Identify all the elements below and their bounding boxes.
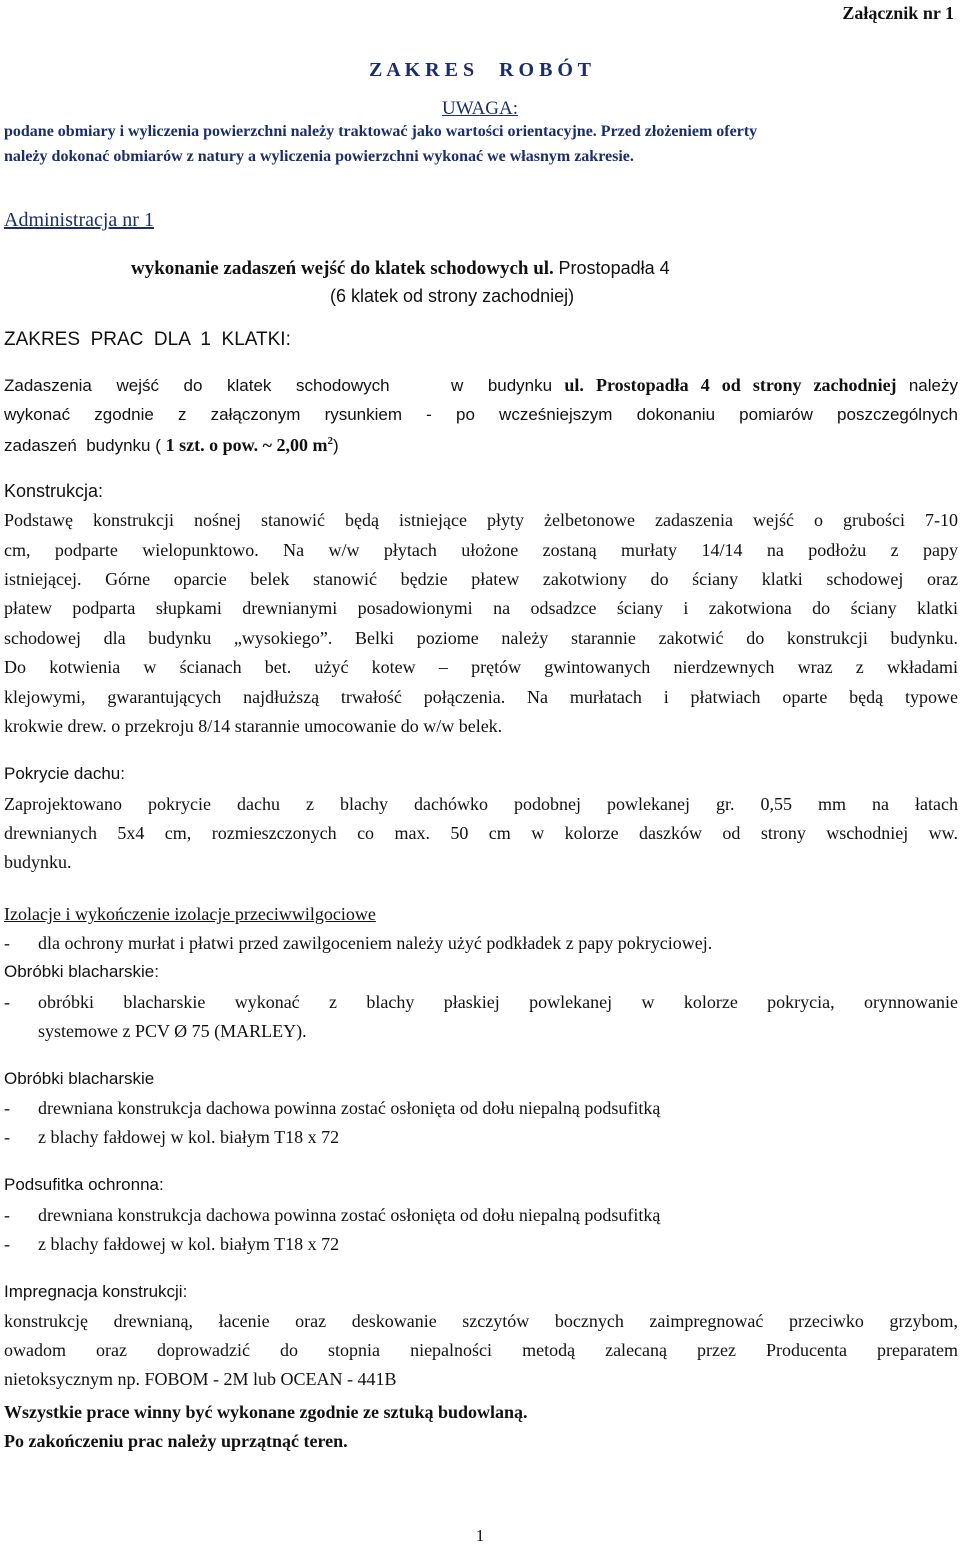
intro-line-3 [4, 434, 958, 457]
page-number: 1 [475, 1526, 485, 1545]
construction-line-1: Podstawę konstrukcji nośnej stanowić będą istniejące płyty żelbetonowe zadaszenia wejść o grubości 7-10 [4, 510, 958, 530]
document-title: Z A K R E S R O B Ó T [369, 59, 591, 81]
roofing-heading: Pokrycie dachu: [4, 764, 125, 783]
construction-line-6: Do kotwienia w ścianach bet. użyć kotew – prętów gwintowanych nierdzewnych wraz z wkładami [4, 657, 958, 677]
impregnation-line-3: nietoksycznym np. FOBOM - 2M lub OCEAN - 441B [4, 1369, 397, 1389]
construction-line-7: klejowymi, gwarantujących najdłuższą trwałość połączenia. Na murłatach i płatwiach oparte będą typowe [4, 687, 958, 707]
impregnation-line-2: owadom oraz doprowadzić do stopnia niepalności metodą zalecaną przez Producenta preparatem [4, 1340, 958, 1360]
unit-exponent: 2 [327, 435, 333, 447]
quantity-text: 1 szt. o pow. ~ 2,00 m [165, 435, 328, 455]
intro-line-1 [4, 374, 958, 397]
intro-text: zadaszeń budynku ( [4, 436, 166, 455]
soffit-heading: Podsufitka ochronna: [4, 1175, 164, 1194]
list-dash: - [4, 992, 10, 1012]
final-note-2: Po zakończeniu prac należy uprzątnąć teren. [4, 1431, 348, 1451]
list-dash: - [4, 1234, 10, 1254]
impregnation-line-1: konstrukcję drewnianą, łacenie oraz deskowanie szczytów bocznych zaimpregnować przeciwko grzybom, [4, 1311, 958, 1331]
soffit-item-2: z blachy fałdowej w kol. białym T18 x 72 [38, 1234, 340, 1254]
soffit-item-1: drewniana konstrukcja dachowa powinna zostać osłonięta od dołu niepalną podsufitką [38, 1205, 661, 1225]
intro-text: Zadaszenia wejść do klatek schodowych w budynku [4, 376, 565, 395]
list-dash: - [4, 933, 10, 953]
construction-line-4: płatew podparta słupkami drewnianymi posadowionymi na odsadzce ściany i zakotwiona do ściany klatki [4, 598, 958, 618]
roofing-line-2: drewnianych 5x4 cm, rozmieszczonych co max. 50 cm w kolorze daszków od strony wschodniej ww. [4, 823, 958, 843]
insulation-item-2-line-1: obróbki blacharskie wykonać z blachy płaskiej powlekanej w kolorze pokrycia, orynnowanie [38, 992, 958, 1012]
note-heading: UWAGA: [442, 98, 518, 119]
intro-line-2: wykonać zgodnie z załączonym rysunkiem - po wcześniejszym dokonaniu pomiarów poszczególnych [4, 405, 958, 424]
impregnation-heading: Impregnacja konstrukcji: [4, 1282, 188, 1301]
list-dash: - [4, 1205, 10, 1225]
note-line-2: należy dokonać obmiarów z natury a wyliczenia powierzchni wykonać we własnym zakresie. [4, 148, 634, 165]
construction-line-5: schodowej dla budynku „wysokiego”. Belki poziome należy starannie zakotwić do konstrukcji budynku. [4, 628, 958, 648]
insulation-item-1: dla ochrony murłat i płatwi przed zawilgoceniem należy użyć podkładek z papy pokryciowej. [38, 933, 713, 953]
annex-label: Załącznik nr 1 [842, 3, 954, 23]
flashing-item-2: z blachy fałdowej w kol. białym T18 x 72 [38, 1127, 340, 1147]
insulation-item-2-line-2: systemowe z PCV Ø 75 (MARLEY). [38, 1021, 307, 1041]
construction-line-2: cm, podparte wielopunktowo. Na w/w płytach ułożone zostaną murłaty 14/14 na podłożu z papy [4, 540, 958, 560]
construction-line-3: istniejącej. Górne oparcie belek stanowić będzie płatew zakotwiony do ściany klatki schodowej oraz [4, 569, 958, 589]
flashing-item-1: drewniana konstrukcja dachowa powinna zostać osłonięta od dołu niepalną podsufitką [38, 1098, 661, 1118]
list-dash: - [4, 1098, 10, 1118]
roofing-line-1: Zaprojektowano pokrycie dachu z blachy dachówko podobnej powlekanej gr. 0,55 mm na łatach [4, 794, 958, 814]
scope-heading: ZAKRES PRAC DLA 1 KLATKI: [4, 329, 291, 350]
construction-line-8: krokwie drew. o przekroju 8/14 starannie umocowanie do w/w belek. [4, 716, 503, 736]
flashing-heading: Obróbki blacharskie [4, 1069, 155, 1088]
intro-location: ul. Prostopadła 4 od strony zachodniej [564, 375, 897, 395]
task-title-street: Prostopadła 4 [558, 258, 670, 278]
insulation-subheading: Obróbki blacharskie: [4, 962, 159, 981]
final-note-1: Wszystkie prace winny być wykonane zgodnie ze sztuką budowlaną. [4, 1402, 528, 1422]
insulation-heading: Izolacje i wykończenie izolacje przeciwwilgociowe [4, 904, 376, 924]
task-subtitle: (6 klatek od strony zachodniej) [330, 286, 575, 306]
note-line-1: podane obmiary i wyliczenia powierzchni należy traktować jako wartości orientacyjne. Przed złożeniem oferty [4, 123, 758, 140]
task-title-main: wykonanie zadaszeń wejść do klatek schodowych ul. [131, 258, 554, 279]
list-dash: - [4, 1127, 10, 1147]
construction-heading: Konstrukcja: [4, 481, 104, 501]
intro-text-end: należy [896, 376, 958, 395]
administration-heading: Administracja nr 1 [4, 209, 154, 231]
roofing-line-3: budynku. [4, 852, 72, 872]
intro-paren: ) [332, 436, 339, 455]
task-title [131, 256, 670, 281]
intro-quantity [166, 435, 333, 455]
